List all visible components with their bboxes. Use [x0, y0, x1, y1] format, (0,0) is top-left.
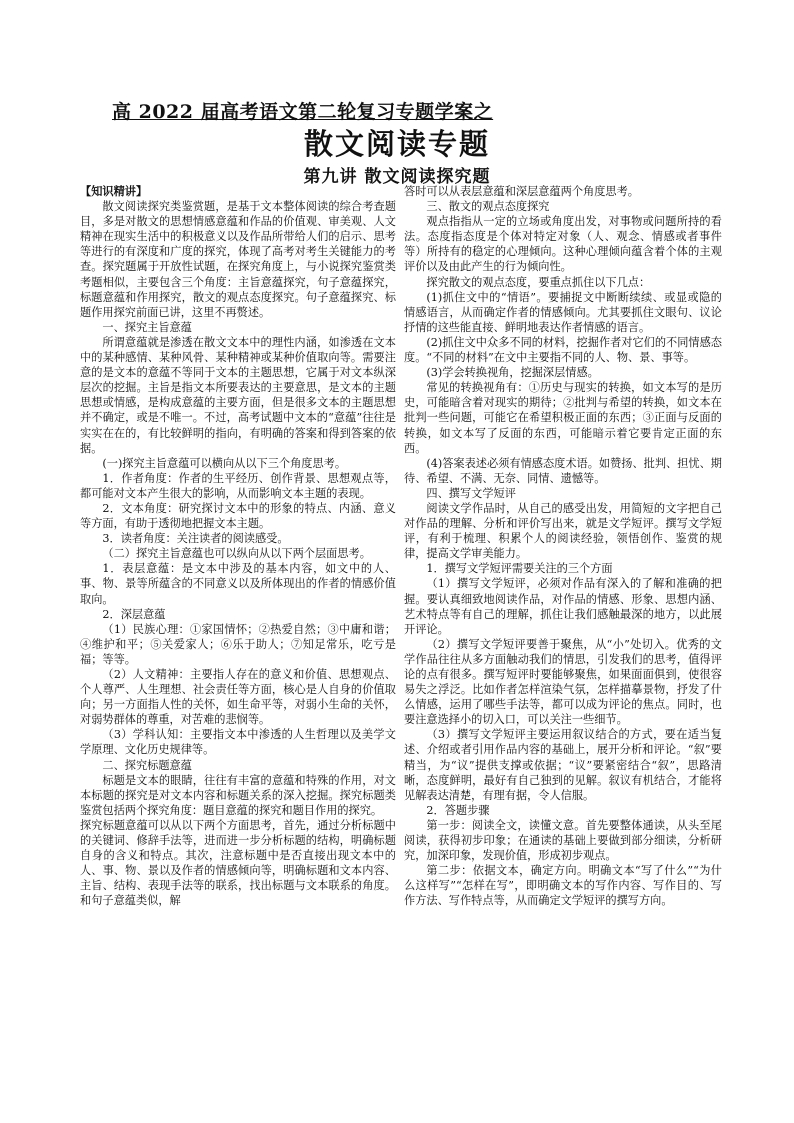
sub-title: 第九讲 散文阅读探究题: [303, 167, 491, 187]
paragraph: 标题是文本的眼睛，往往有丰富的意蕴和特殊的作用，对文本标题的探究是对文本内容和标题关系的深入挖掘。探究标题类鉴赏包括两个探究角度：题目意蕴的探究和题目作用的探究。: [80, 773, 396, 817]
paragraph: （二）探究主旨意蕴也可以纵向从以下两个层面思考。: [102, 547, 371, 561]
paragraph: 阅读文学作品时，从自己的感受出发，用简短的文字把自己对作品的理解、分析和评价写出来，就是文学短评。撰写文学短评，有利于梳理、积累个人的阅读经验，领悟创作、鉴赏的规律，提高文学审美能力。: [404, 501, 722, 561]
paragraph: 所谓意蕴就是渗透在散文文本中的理性内涵，如渗透在文本中的某种感情、某种风骨、某种精神或某种价值取向等。需要注意的是文本的意蕴不等同于文本的主题思想，它属于对文本纵深层次的挖掘。主旨是指文本所要表达的主要意思，是文本的主题思想或情感，是构成意蕴的主要方面，但是很多文本的主题思想并不确定，或是不唯一。不过，高考试题中文本的“意蕴”往往是实实在在的，有比较鲜明的指向，有明确的答案和得到答案的依据。: [80, 335, 396, 455]
paragraph: 三、散文的观点态度探究: [426, 200, 550, 214]
paragraph: 1．撰写文学短评需要关注的三个方面: [426, 562, 613, 576]
pre-title: 高 2022 届高考语文第二轮复习专题学案之: [112, 101, 494, 123]
paragraph: （1）民族心理：①家国情怀；②热爱自然；③中庸和谐；④维护和平；⑤关爱家人；⑥乐于助人；⑦知足常乐，吃亏是福；等等。: [80, 622, 396, 666]
paragraph: 1．表层意蕴：是文本中涉及的基本内容，如文中的人、事、物、景等所蕴含的不同意义以及所体现出的作者的情感价值取向。: [80, 562, 396, 606]
paragraph: 2．答题步骤: [426, 803, 490, 817]
paragraph: (1)抓住文中的“情语”。要捕捉文中断断续续、或显或隐的情感语言，从而确定作者的情感倾向。尤其要抓住文眼句、议论抒情的这些能直接、鲜明地表达作者情感的语言。: [404, 290, 722, 334]
paragraph: 3．读者角度：关注读者的阅读感受。: [102, 532, 289, 546]
paragraph: (一)探究主旨意蕴可以横向从以下三个角度思考。: [102, 456, 347, 470]
main-title: 散文阅读专题: [303, 127, 490, 161]
right-column: [404, 184, 722, 1014]
paragraph: (3)学会转换视角，挖掘深层情感。: [426, 366, 599, 380]
paragraph: 【知识精讲】: [80, 184, 148, 198]
paragraph: （2）人文精神：主要指人存在的意义和价值、思想观点、个人尊严、人生理想、社会责任等方面，核心是人自身的价值取向；另一方面指人性的关怀，如生命平等，对弱小生命的关怀，对弱势群体的尊重，对苦难的悲悯等。: [80, 668, 396, 727]
paragraph: 四、撰写文学短评: [426, 486, 516, 500]
paragraph: （3）撰写文学短评主要运用叙议结合的方式，要在适当复述、介绍或者引用作品内容的基础上，展开分析和评论。“叙”要精当，为“议”提供支撑或依据；“议”要紧密结合“叙”，思路清晰，态度鲜明，最好有自己独到的见解。叙议有机结合，才能将见解表达清楚，有理有据，令人信服。: [404, 728, 722, 802]
paragraph: 一、探究主旨意蕴: [102, 320, 192, 334]
paragraph: 探究散文的观点态度，要重点抓住以下几点：: [426, 275, 651, 289]
paragraph: 2．深层意蕴: [102, 607, 166, 621]
paragraph: 探究标题意蕴可以从以下两个方面思考，首先，通过分析标题中的关键词、修辞手法等，进而进一步分析标题的结构，明确标题自身的含义和特点。其次，注意标题中是否直接出现文本中的人、事、物、景以及作者的情感倾向等，明确标题和文本内容、主旨、结构、表现手法等的联系，找出标题与文本联系的角度。和句子意蕴类似，解: [80, 818, 396, 908]
paragraph: 第二步：依据文本，确定方向。明确文本“写了什么”“为什么这样写”“怎样在写”，即明确文本的写作内容、写作目的、写作方法、写作特点等，从而确定文学短评的撰写方向。: [404, 864, 722, 908]
paragraph: 观点指指从一定的立场或角度出发，对事物或问题所持的看法。态度指态度是个体对特定对象（人、观念、情感或者事件等）所持有的稳定的心理倾向。这种心理倾向蕴含着个体的主观评价以及由此产生的行为倾向性。: [404, 215, 722, 274]
paragraph: 1．作者角度：作者的生平经历、创作背景、思想观点等，都可能对文本产生很大的影响，从而影响文本主题的表现。: [80, 471, 396, 500]
paragraph: （1）撰写文学短评，必须对作品有深入的了解和准确的把握。要认真细致地阅读作品，对作品的情感、形象、思想内涵、艺术特点等有自己的理解，抓住让我们感触最深的地方，以此展开评论。: [404, 577, 722, 636]
paragraph: 答时可以从表层意蕴和深层意蕴两个角度思考。: [404, 185, 639, 198]
paragraph: 2．文本角度：研究探讨文本中的形象的特点、内涵、意义等方面，有助于透彻地把握文本主题。: [80, 501, 396, 531]
paragraph: 二、探究标题意蕴: [102, 758, 192, 772]
paragraph: （3）学科认知：主要指文本中渗透的人生哲理以及美学文学原理、文化历史规律等。: [80, 728, 396, 757]
left-column: [80, 184, 396, 1094]
paragraph: （2）撰写文学短评要善于聚焦，从“小”处切入。优秀的文学作品往往从多方面触动我们的情思，引发我们的思考，值得评论的点有很多。撰写短评时要能够聚焦，如果面面俱到，使很容易失之浮泛。比如作者怎样渲染气氛，怎样描摹景物，抒发了什么情感，运用了哪些手法等，都可以成为评论的焦点。同时，也要注意选择小的切入口，可以关注一些细节。: [404, 637, 722, 727]
paragraph: 常见的转换视角有：①历史与现实的转换，如文本写的是历史，可能暗含着对现实的期待；②批判与希望的转换，如文本在批判一些问题，可能它在希望积极正面的东西；③正面与反面的转换，如文本写了反面的东西，可能暗示着它要肯定正面的东西。: [404, 381, 722, 455]
paragraph: (2)抓住文中众多不同的材料，挖掘作者对它们的不同情感态度。“不同的材料”在文中主要指不同的人、物、景、事等。: [404, 335, 722, 365]
paragraph: (4)答案表述必须有情感态度术语。如赞扬、批判、担忧、期待、希望、不满、无奈、同情、遗憾等。: [404, 456, 722, 485]
paragraph: 第一步：阅读全文，读懂文意。首先要整体通读，从头至尾阅读，获得初步印象；在通读的基础上要做到部分细读，分析研究，加深印象，发现价值，形成初步观点。: [404, 818, 722, 863]
paragraph: 散文阅读探究类鉴赏题，是基于文本整体阅读的综合考查题目，多是对散文的思想情感意蕴和作品的价值观、审美观、人文精神在现实生活中的积极意义以及作品所带给人们的启示、思考等进行的有深度和广度的探究，体现了高考对考生关键能力的考查。探究题属于开放性试题，在探究角度上，与小说探究鉴赏类考题相似，主要包含三个角度：主旨意蕴探究，句子意蕴探究，标题意蕴和作用探究，散文的观点态度探究。句子意蕴探究、标题作用探究前面已讲，这里不再赘述。: [80, 200, 396, 319]
